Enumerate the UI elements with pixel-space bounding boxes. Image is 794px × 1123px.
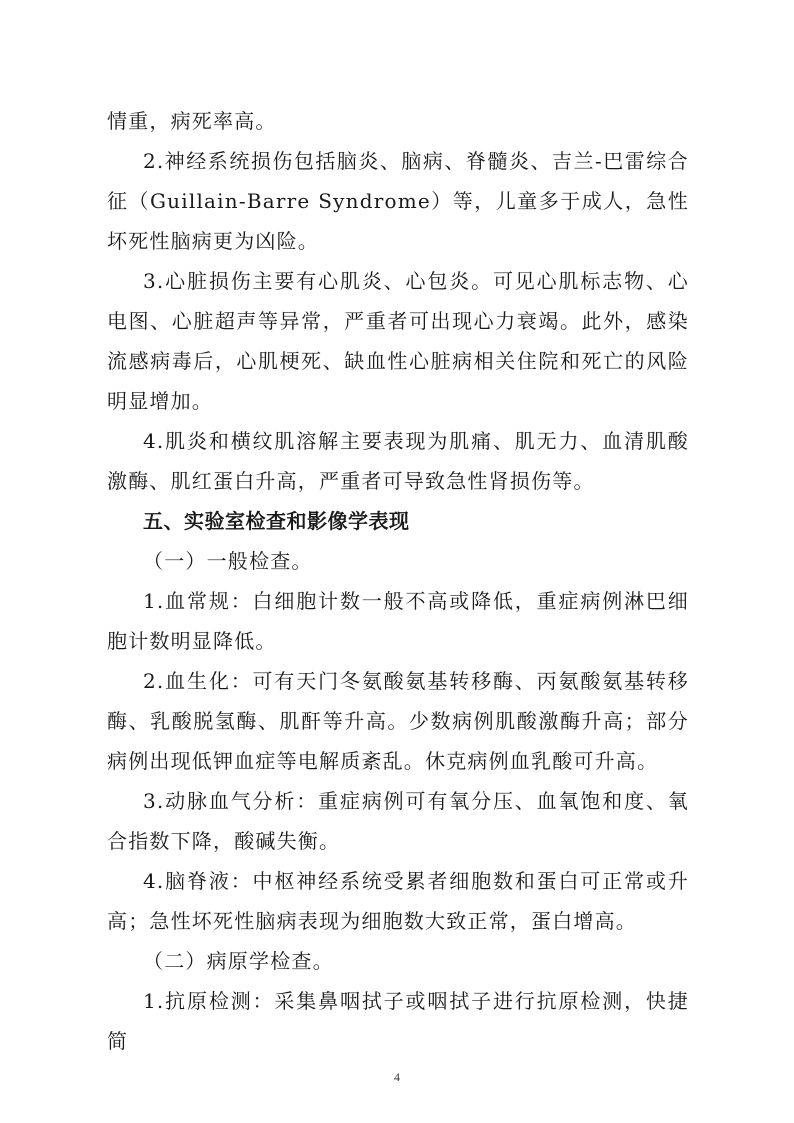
subheading-pathogen-exam: （二）病原学检查。: [143, 949, 334, 973]
paragraph-cardiac-injury: 3.心脏损伤主要有心肌炎、心包炎。可见心肌标志物、心电图、心脏超声等异常，严重者可出现心力衰竭。此外，感染流感病毒后，心肌梗死、缺血性心脏病相关住院和死亡的风险明显增加。: [107, 269, 689, 413]
subheading-general-exam: （一）一般检查。: [143, 549, 313, 573]
document-page: [107, 101, 689, 1061]
paragraph-nervous-system: 2.神经系统损伤包括脑炎、脑病、脊髓炎、吉兰-巴雷综合征（Guillain-Barre Syndrome）等，儿童多于成人，急性坏死性脑病更为凶险。: [107, 149, 689, 253]
paragraph-continuation: 情重，病死率高。: [107, 109, 277, 133]
paragraph-antigen-test: 1.抗原检测：采集鼻咽拭子或咽拭子进行抗原检测，快捷简: [107, 989, 689, 1053]
paragraph-csf: 4.脑脊液：中枢神经系统受累者细胞数和蛋白可正常或升高；急性坏死性脑病表现为细胞数大致正常，蛋白增高。: [107, 869, 689, 933]
page-number: 4: [394, 1070, 400, 1084]
paragraph-blood-biochemistry: 2.血生化：可有天门冬氨酸氨基转移酶、丙氨酸氨基转移酶、乳酸脱氢酶、肌酐等升高。少数病例肌酸激酶升高；部分病例出现低钾血症等电解质紊乱。休克病例血乳酸可升高。: [107, 669, 689, 773]
paragraph-arterial-blood-gas: 3.动脉血气分析：重症病例可有氧分压、血氧饱和度、氧合指数下降，酸碱失衡。: [107, 789, 689, 853]
section-heading-lab-imaging: 五、实验室检查和影像学表现: [143, 509, 410, 533]
paragraph-blood-routine: 1.血常规：白细胞计数一般不高或降低，重症病例淋巴细胞计数明显降低。: [107, 589, 689, 653]
paragraph-myositis: 4.肌炎和横纹肌溶解主要表现为肌痛、肌无力、血清肌酸激酶、肌红蛋白升高，严重者可导致急性肾损伤等。: [107, 429, 689, 493]
